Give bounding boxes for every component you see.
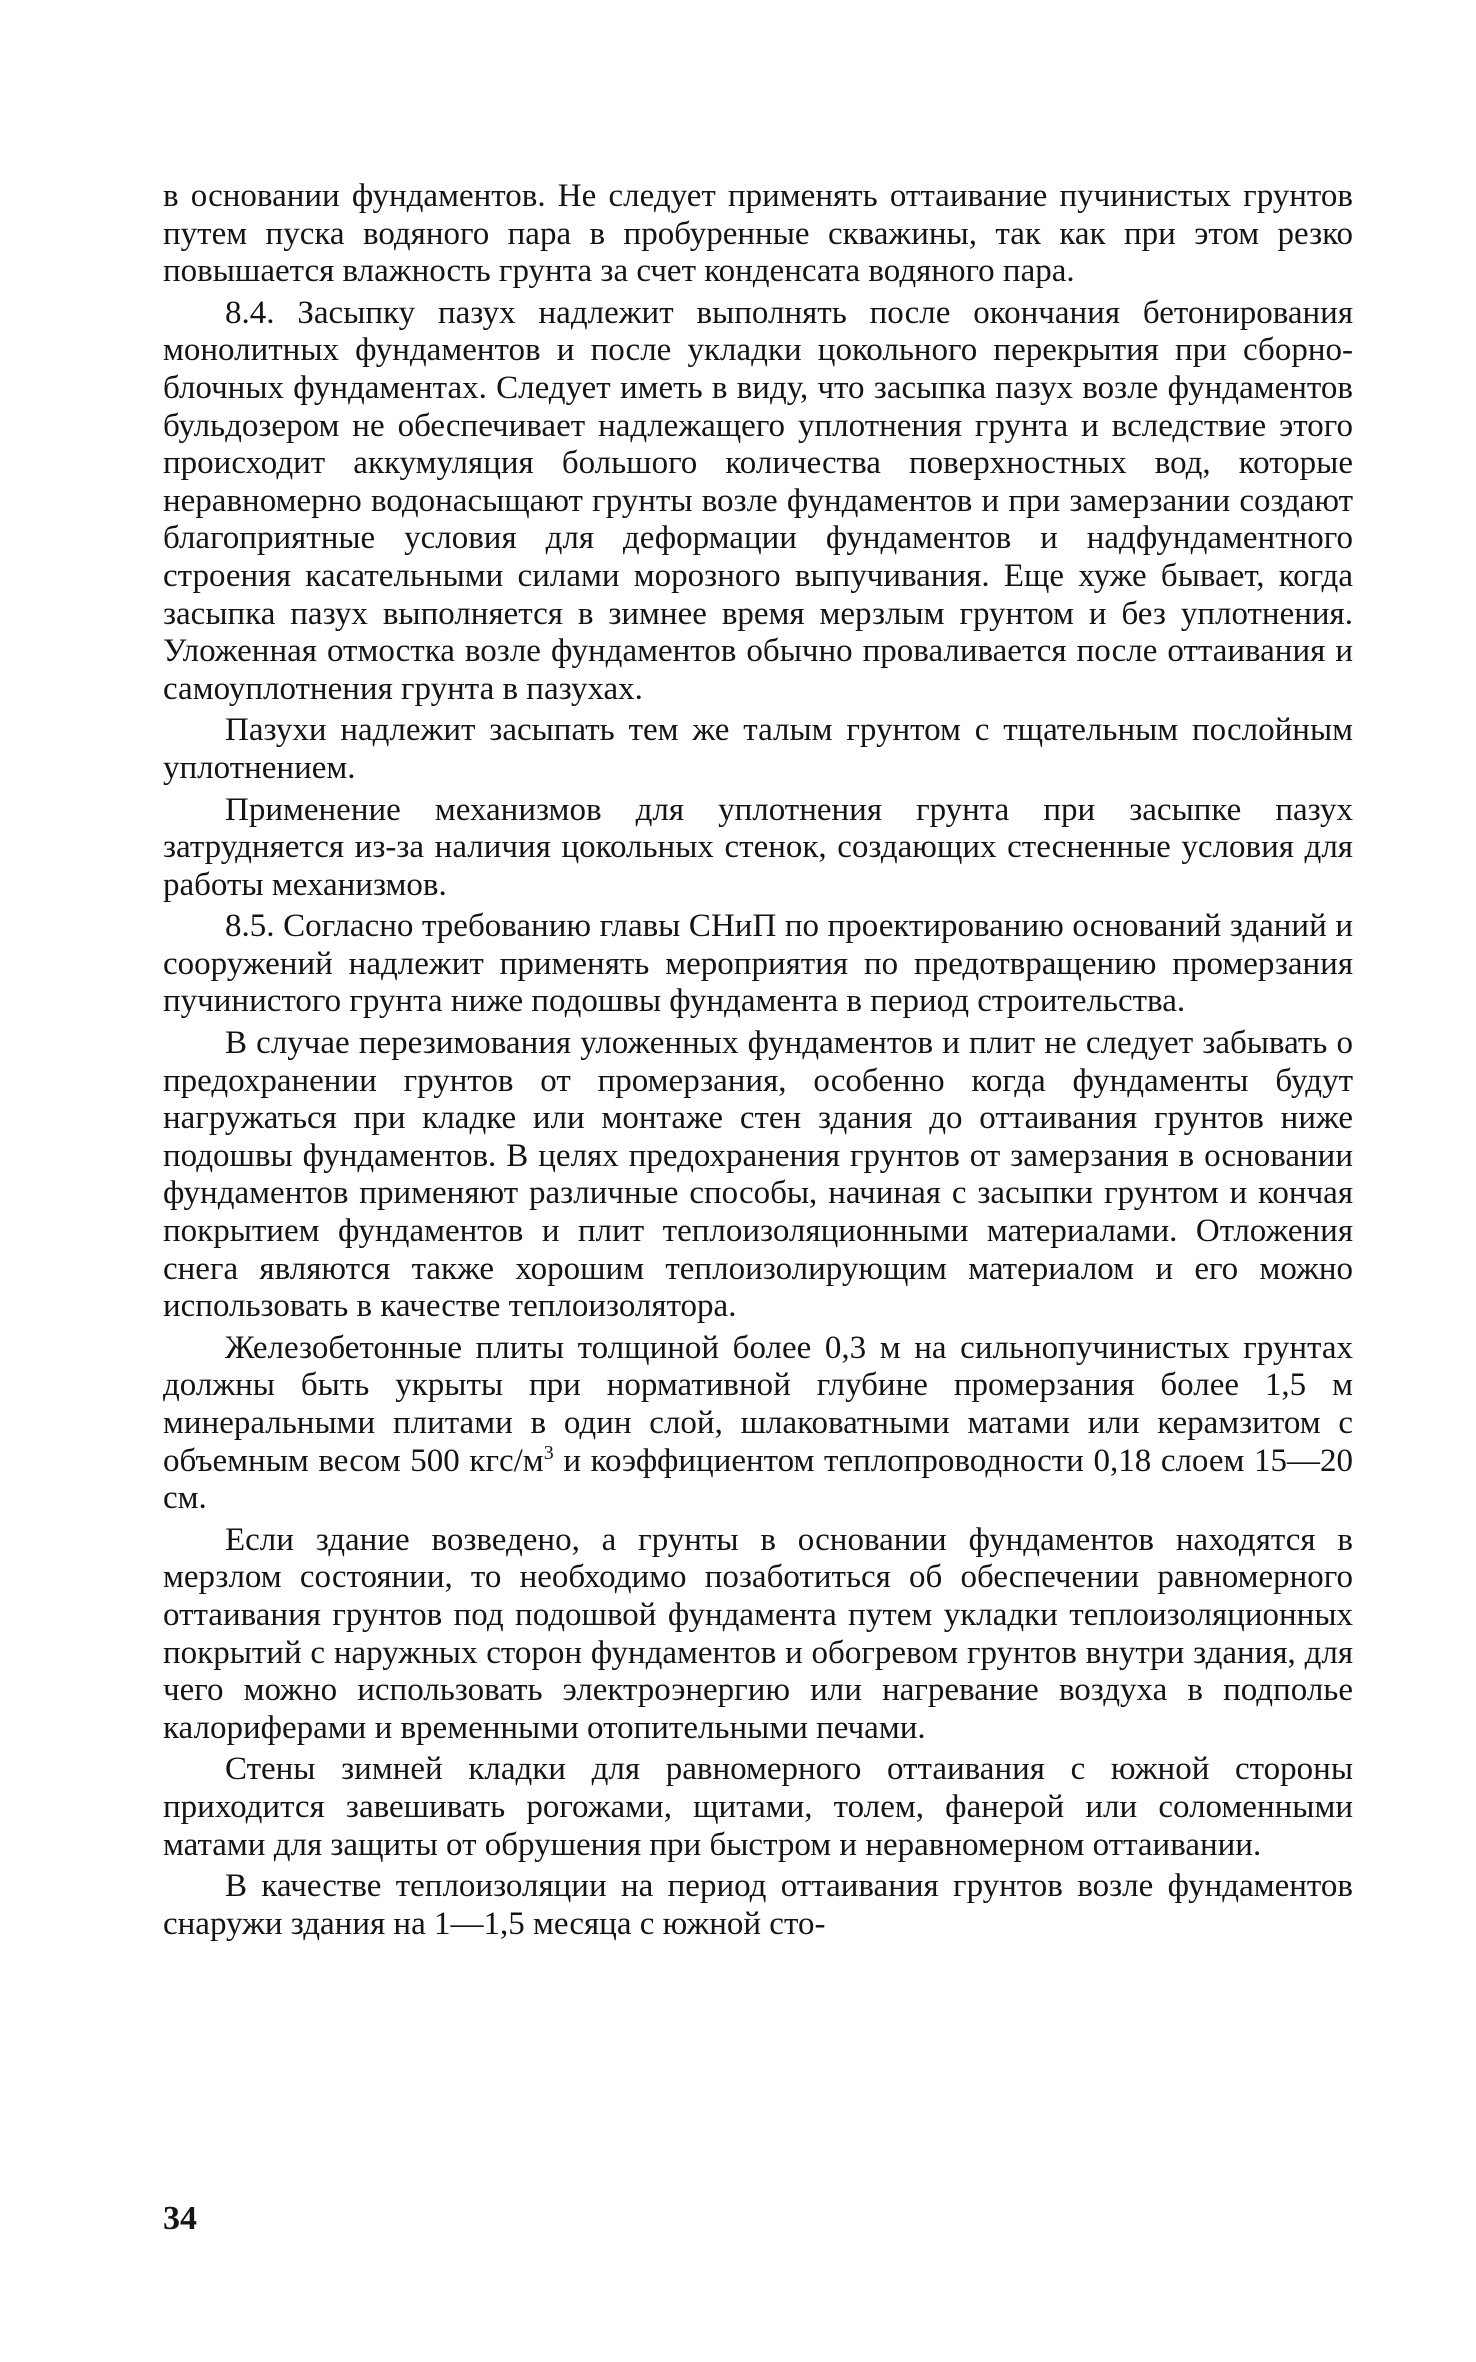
paragraph-9: Стены зимней кладки для равномерного оттаивания с южной стороны приходится завешивать рогожами, щитами, толем, фанерой или соломенными матами для защиты от обрушения при быстром и неравномерном оттаивании. <box>163 1751 1353 1863</box>
paragraph-7 <box>163 1330 1353 1518</box>
page-body <box>163 178 1353 1943</box>
paragraph-8: Если здание возведено, а грунты в основании фундаментов находятся в мерзлом состоянии, то необходимо позаботиться об обеспечении равномерного оттаивания грунтов под подошвой фундамента путем укладки теплоизоляционных покрытий с наружных сторон фундаментов и обогревом грунтов внутри здания, для чего можно использовать электроэнергию или нагревание воздуха в подполье калориферами и временными отопительными печами. <box>163 1521 1353 1746</box>
paragraph-10: В качестве теплоизоляции на период оттаивания грунтов возле фундаментов снаружи здания на 1—1,5 месяца с южной сто- <box>163 1868 1353 1942</box>
page-number: 34 <box>163 2200 197 2237</box>
paragraph-4: Применение механизмов для уплотнения грунта при засыпке пазух затрудняется из-за наличия цокольных стенок, создающих стесненные условия для работы механизмов. <box>163 791 1353 903</box>
paragraph-5-section-8-5: 8.5. Согласно требованию главы СНиП по проектированию оснований зданий и сооружений надлежит применять мероприятия по предотвращению промерзания пучинистого грунта ниже подошвы фундамента в период строительства. <box>163 908 1353 1020</box>
paragraph-3: Пазухи надлежит засыпать тем же талым грунтом с тщательным послойным уплотнением. <box>163 712 1353 786</box>
paragraph-2-section-8-4: 8.4. Засыпку пазух надлежит выполнять после окончания бетонирования монолитных фундаментов и после укладки цокольного перекрытия при сборно-блочных фундаментах. Следует иметь в виду, что засыпка пазух возле фундаментов бульдозером не обеспечивает надлежащего уплотнения грунта и вследствие этого происходит аккумуляция большого количества поверхностных вод, которые неравномерно водонасыщают грунты возле фундаментов и при замерзании создают благоприятные условия для деформации фундаментов и надфундаментного строения касательными силами морозного выпучивания. Еще хуже бывает, когда засыпка пазух выполняется в зимнее время мерзлым грунтом и без уплотнения. Уложенная отмостка возле фундаментов обычно проваливается после оттаивания и самоуплотнения грунта в пазухах. <box>163 294 1353 707</box>
paragraph-7-text-after: и коэффициентом теплопроводности 0,18 слоем 15—20 см. <box>163 1442 1353 1517</box>
paragraph-6: В случае перезимования уложенных фундаментов и плит не следует забывать о предохранении грунтов от промерзания, особенно когда фундаменты будут нагружаться при кладке или монтаже стен здания до оттаивания грунтов ниже подошвы фундаментов. В целях предохранения грунтов от замерзания в основании фундаментов применяют различные способы, начиная с засыпки грунтом и кончая покрытием фундаментов и плит теплоизоляционными материалами. Отложения снега являются также хорошим теплоизолирующим материалом и его можно использовать в качестве теплоизолятора. <box>163 1025 1353 1325</box>
superscript-3: 3 <box>543 1441 554 1464</box>
paragraph-1: в основании фундаментов. Не следует применять оттаивание пучинистых грунтов путем пуска водяного пара в пробуренные скважины, так как при этом резко повышается влажность грунта за счет конденсата водяного пара. <box>163 178 1353 290</box>
paragraph-7-text-before: Железобетонные плиты толщиной более 0,3 м на сильнопучинистых грунтах должны быть укрыты при нормативной глубине промерзания более 1,5 м минеральными плитами в один слой, шлаковатными матами или керамзитом с объемным весом 500 кгс/м <box>163 1329 1353 1479</box>
